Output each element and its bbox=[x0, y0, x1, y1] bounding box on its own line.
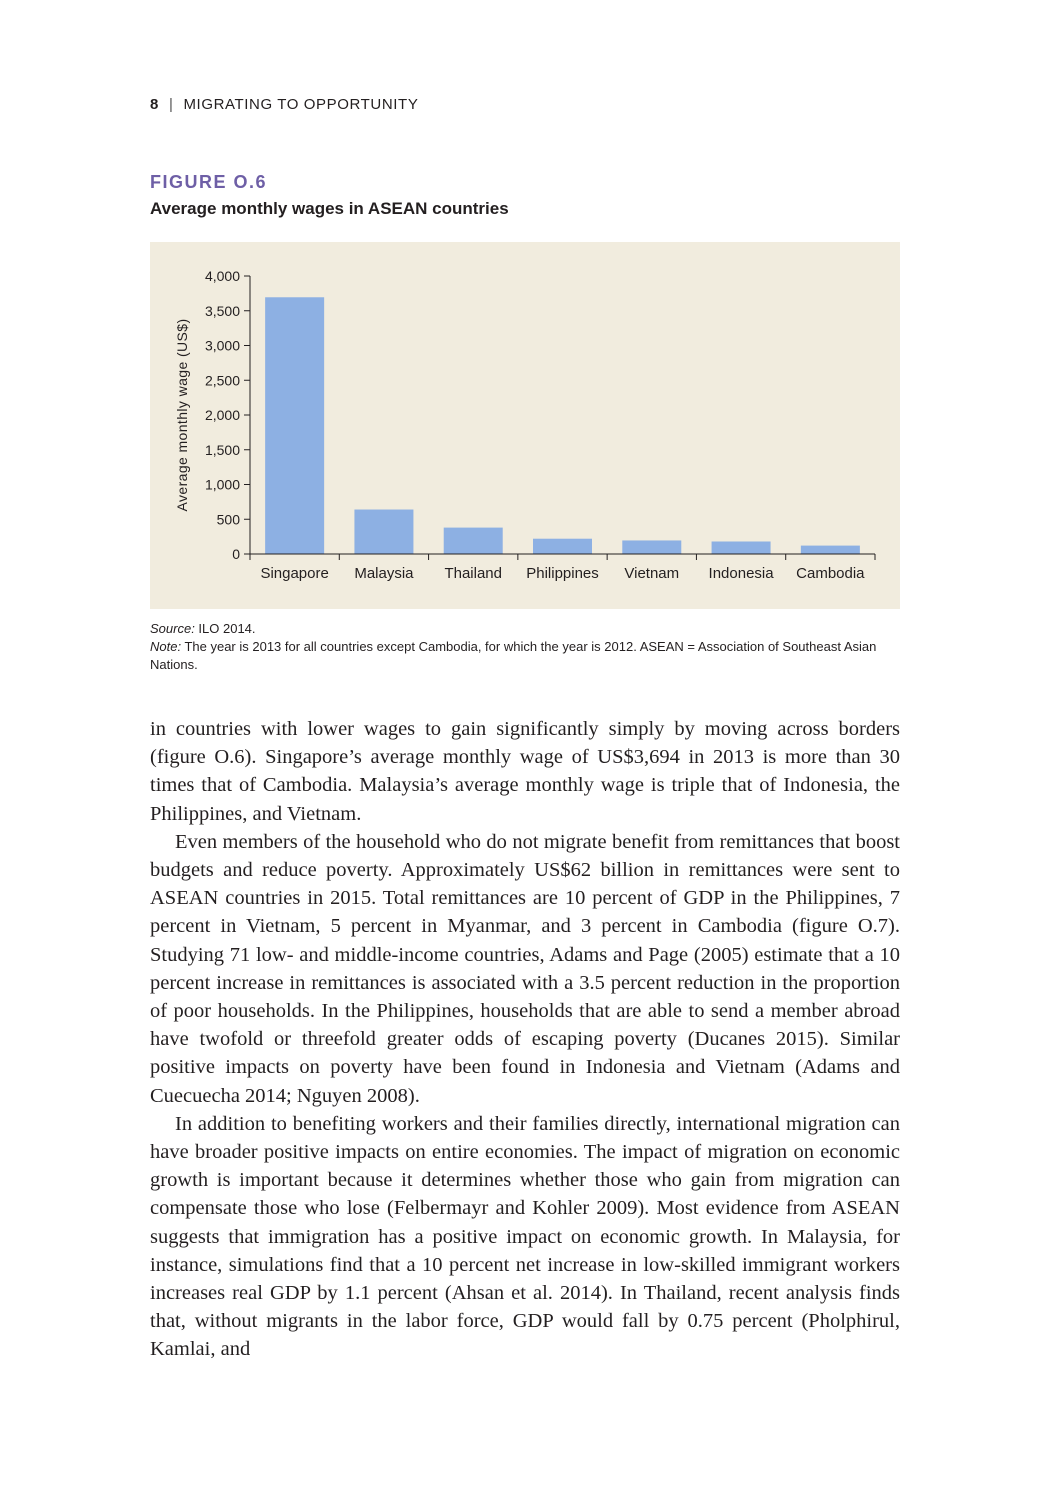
y-tick-label: 0 bbox=[232, 546, 240, 562]
y-tick-label: 3,000 bbox=[204, 337, 240, 354]
page-number: 8 bbox=[150, 96, 159, 113]
note-text: The year is 2013 for all countries except Cambodia, for which the year is 2012. ASEAN = Association of Southeast Asian Nations. bbox=[150, 639, 877, 672]
y-tick-label: 500 bbox=[216, 511, 240, 528]
header-separator: | bbox=[168, 96, 174, 113]
bar-cambodia bbox=[801, 546, 860, 554]
body-text bbox=[150, 715, 900, 1364]
bar-vietnam bbox=[622, 540, 681, 554]
note-line bbox=[150, 638, 900, 674]
y-axis-title: Average monthly wage (US$) bbox=[174, 318, 190, 512]
paragraph: In addition to benefiting workers and their families directly, international migration can have broader positive impacts on entire economies. The impact of migration on economic growth is important because it determines whether those who gain from migration can compensate those who lose (Felbermayr and Kohler 2009). Most evidence from ASEAN suggests that immigration has a positive impact on economic growth. In Malaysia, for instance, simulations find that a 10 percent net increase in low-skilled immigrant workers increases real GDP by 1.1 percent (Ahsan et al. 2014). In Thailand, recent analysis finds that, without migrants in the labor force, GDP would fall by 0.75 percent (Pholphirul, Kamlai, and bbox=[150, 1112, 900, 1361]
y-tick-label: 2,000 bbox=[204, 407, 240, 423]
bar-singapore bbox=[265, 297, 324, 554]
bar-indonesia bbox=[712, 541, 771, 554]
y-tick-label: 2,500 bbox=[204, 372, 240, 389]
bar-philippines bbox=[533, 539, 592, 554]
chart-panel bbox=[150, 242, 900, 609]
x-tick-label: Indonesia bbox=[708, 565, 774, 582]
note-label: Note: bbox=[150, 639, 182, 654]
paragraph: Even members of the household who do not migrate benefit from remittances that boost budgets and reduce poverty. Approximately US$62 billion in remittances were sent to ASEAN countries in 2015. Total remittances are 10 percent of GDP in the Philippines, 7 percent in Vietnam, 5 percent in Myanmar, and 3 percent in Cambodia (figure O.7). Studying 71 low- and middle-income countries, Adams and Page (2005) estimate that a 10 percent increase in remittances is associated with a 3.5 percent reduction in the proportion of poor households. In the Philippines, households that are able to send a member abroad have twofold or threefold greater odds of escaping poverty (Ducanes 2015). Similar positive impacts on poverty have been found in Indonesia and Vietnam (Adams and Cuecuecha 2014; Nguyen 2008). bbox=[150, 830, 900, 1107]
bar-thailand bbox=[444, 528, 503, 554]
paragraph: in countries with lower wages to gain significantly simply by moving across borders (figure O.6). Singapore’s average monthly wage of US$3,694 in 2013 is more than 30 times that of Cambodia. Malaysia’s average monthly wage is triple that of Indonesia, the Philippines, and Vietnam. bbox=[150, 718, 900, 825]
x-tick-label: Vietnam bbox=[624, 565, 680, 582]
y-tick-label: 1,500 bbox=[204, 441, 240, 458]
running-title: MIGRATING TO OPPORTUNITY bbox=[183, 96, 419, 113]
running-head bbox=[150, 96, 418, 113]
y-tick-label: 3,500 bbox=[204, 302, 240, 319]
bar-malaysia bbox=[354, 510, 413, 554]
x-tick-label: Philippines bbox=[526, 565, 599, 582]
bar-chart bbox=[150, 242, 900, 609]
figure-notes bbox=[150, 620, 900, 674]
y-tick-label: 1,000 bbox=[204, 476, 240, 493]
source-line bbox=[150, 620, 900, 638]
source-text: ILO 2014. bbox=[194, 621, 256, 636]
x-tick-label: Cambodia bbox=[796, 565, 865, 582]
x-tick-label: Thailand bbox=[444, 565, 502, 582]
y-tick-label: 4,000 bbox=[204, 268, 240, 284]
figure-label: FIGURE O.6 bbox=[150, 172, 268, 192]
source-label: Source: bbox=[150, 621, 195, 636]
x-tick-label: Singapore bbox=[260, 565, 329, 582]
figure-title: Average monthly wages in ASEAN countries bbox=[150, 199, 509, 218]
x-tick-label: Malaysia bbox=[354, 565, 414, 582]
